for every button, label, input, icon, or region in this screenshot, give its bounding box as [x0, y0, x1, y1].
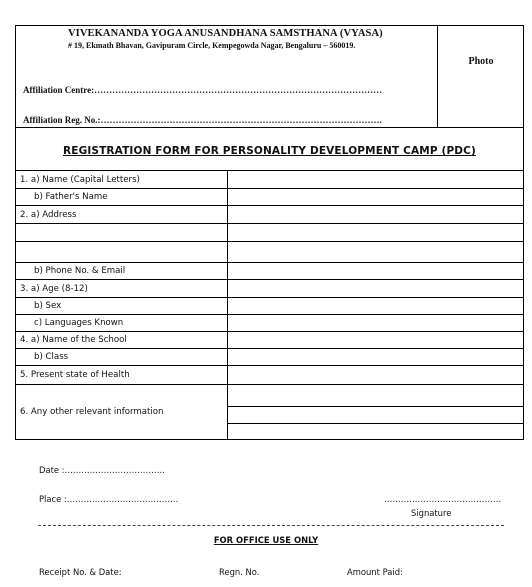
- amount-paid-label: Amount Paid:: [347, 567, 403, 577]
- school-field[interactable]: [228, 332, 524, 349]
- languages-field[interactable]: [228, 315, 524, 332]
- regn-label: Regn. No.: [219, 567, 260, 577]
- address-field-line-2[interactable]: [228, 224, 524, 242]
- age-label: 3. a) Age (8-12): [16, 280, 228, 298]
- office-use-heading: [0, 535, 532, 545]
- dashed-divider: [38, 525, 504, 526]
- class-field[interactable]: [228, 349, 524, 366]
- name-field[interactable]: [228, 171, 524, 189]
- phone-email-field[interactable]: [228, 263, 524, 280]
- date-field[interactable]: Date :………………………………: [39, 465, 166, 475]
- photo-box[interactable]: [437, 26, 524, 127]
- photo-label: Photo: [468, 56, 494, 67]
- father-name-label: b) Father's Name: [16, 189, 228, 206]
- office-use-title: FOR OFFICE USE ONLY: [213, 535, 319, 545]
- affiliation-reg-field[interactable]: Affiliation Reg. No.:………………………………………………………………………………….: [23, 115, 382, 125]
- address-label: 2. a) Address: [16, 206, 228, 224]
- other-info-field[interactable]: [228, 385, 524, 440]
- table-row: [16, 280, 524, 298]
- name-label: 1. a) Name (Capital Letters): [16, 171, 228, 189]
- class-label: b) Class: [16, 349, 228, 366]
- signature-line[interactable]: ……………………………………: [384, 494, 502, 504]
- health-field[interactable]: [228, 366, 524, 385]
- other-info-line-1[interactable]: [228, 385, 523, 406]
- address-field-line-1[interactable]: [228, 206, 524, 224]
- other-info-lines: [228, 385, 523, 439]
- health-label: 5. Present state of Health: [16, 366, 228, 385]
- father-name-field[interactable]: [228, 189, 524, 206]
- organization-address: # 19, Ekmath Bhavan, Gavipuram Circle, Kempegowda Nagar, Bengaluru – 560019.: [68, 41, 356, 50]
- school-label: 4. a) Name of the School: [16, 332, 228, 349]
- table-row: [16, 385, 524, 440]
- table-row: [16, 298, 524, 315]
- sex-label: b) Sex: [16, 298, 228, 315]
- table-row: [16, 206, 524, 224]
- table-row: [16, 224, 524, 242]
- sex-field[interactable]: [228, 298, 524, 315]
- address-continuation-cell: [16, 224, 228, 242]
- signature-label: Signature: [411, 508, 452, 518]
- header-box: [15, 25, 524, 128]
- table-row: [16, 315, 524, 332]
- table-row: [16, 366, 524, 385]
- languages-label: c) Languages Known: [16, 315, 228, 332]
- receipt-label: Receipt No. & Date:: [39, 567, 122, 577]
- organization-name: VIVEKANANDA YOGA ANUSANDHANA SAMSTHANA (VYASA): [68, 28, 383, 39]
- other-info-line-3[interactable]: [228, 423, 523, 439]
- place-field[interactable]: Place :………………………………….: [39, 494, 179, 504]
- address-field-line-3[interactable]: [228, 242, 524, 263]
- table-row: [16, 263, 524, 280]
- form-title-band: [15, 128, 524, 170]
- form-title: REGISTRATION FORM FOR PERSONALITY DEVELOPMENT CAMP (PDC): [63, 145, 476, 157]
- table-row: [16, 189, 524, 206]
- table-row: [16, 349, 524, 366]
- affiliation-centre-field[interactable]: Affiliation Centre:……………………………………………………………………………………: [23, 85, 383, 95]
- table-row: [16, 242, 524, 263]
- table-row: [16, 171, 524, 189]
- age-field[interactable]: [228, 280, 524, 298]
- other-info-label: 6. Any other relevant information: [16, 385, 228, 440]
- table-row: [16, 332, 524, 349]
- address-continuation-cell: [16, 242, 228, 263]
- phone-email-label: b) Phone No. & Email: [16, 263, 228, 280]
- registration-table: [15, 170, 524, 440]
- other-info-line-2[interactable]: [228, 406, 523, 423]
